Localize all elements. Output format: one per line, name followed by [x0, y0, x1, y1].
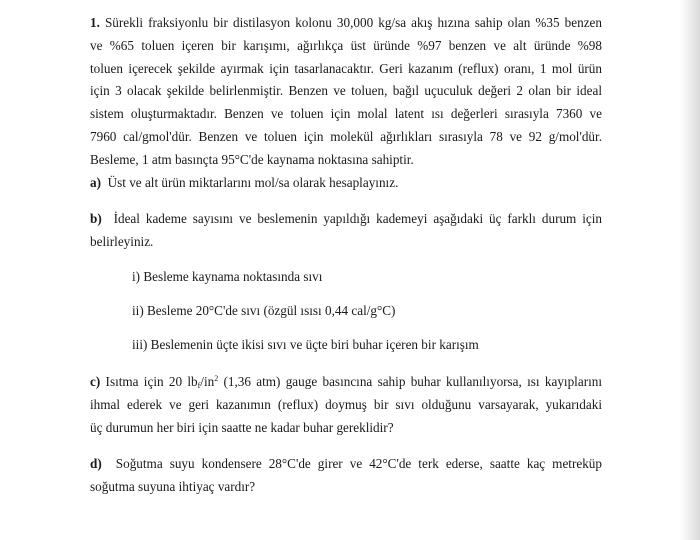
- part-b: [90, 208, 602, 254]
- case-iii: iii) Beslemenin üçte ikisi sıvı ve üçte biri buhar içeren bir karışım: [132, 336, 479, 352]
- part-c-line-2: ihmal ederek ve geri kazanımın (reflux) doymuş bir sıvı olduğunu varsayarak, yukarıdaki: [90, 396, 602, 412]
- part-b-line-2: belirleyiniz.: [90, 234, 154, 250]
- part-a-text: Üst ve alt ürün miktarlarını mol/sa olarak hesaplayınız.: [107, 174, 399, 190]
- part-d-label: d): [90, 456, 102, 472]
- part-d: [90, 453, 602, 499]
- intro-line-5: sistem oluşturmaktadır. Benzen ve toluen için molal latent ısı değerleri sırasıyla 7360 ve: [90, 106, 602, 122]
- part-c-line-1-post: (1,36 atm) gauge basıncına sahip buhar kullanılıyorsa, ısı kayıplarını: [218, 373, 603, 389]
- intro-line-6: 7960 cal/gmol'dür. Benzen ve toluen için molekül ağırlıkları sırasıyla 78 ve 92 g/mol'dür.: [90, 128, 602, 144]
- problem-number: 1.: [90, 15, 100, 30]
- part-c-line-1-pre: Isıtma için 20 lb: [105, 373, 198, 389]
- part-c-line-3: üç durumun her biri için saatte ne kadar buhar gereklidir?: [90, 419, 394, 435]
- case-ii: ii) Besleme 20°C'de sıvı (özgül ısısı 0,44 cal/g°C): [132, 302, 396, 318]
- page-edge-shadow: [680, 0, 700, 540]
- problem-intro: [90, 12, 602, 172]
- part-a: [90, 172, 602, 195]
- part-c-label: c): [90, 373, 101, 389]
- part-c-unit-subscript: f: [197, 380, 201, 390]
- intro-line-3: toluen içerecek şekilde ayırmak için tasarlanacaktır. Geri kazanım (reflux) oranı, 1 mol ürün: [90, 60, 602, 76]
- part-c: [90, 371, 602, 439]
- part-b-label: b): [90, 211, 102, 227]
- intro-line-2: ve %65 toluen içeren bir karışımı, ağırlıkça üst üründe %97 benzen ve alt üründe %98: [90, 37, 602, 53]
- problem-document: [90, 12, 602, 499]
- part-d-line-1: Soğutma suyu kondensere 28°C'de girer ve 42°C'de terk ederse, saatte kaç metreküp: [115, 456, 602, 472]
- part-c-line-1-mid: /in: [200, 373, 215, 389]
- intro-line-4: için 3 olacak şekilde belirlenmiştir. Benzen ve toluen, bağıl uçuculuk değeri 2 olan bir ideal: [90, 83, 602, 99]
- case-i: i) Besleme kaynama noktasında sıvı: [132, 268, 323, 284]
- intro-line-7: Besleme, 1 atm basınçta 95°C'de kaynama noktasına sahiptir.: [90, 151, 414, 167]
- part-b-line-1: İdeal kademe sayısını ve beslemenin yapıldığı kademeyi aşağıdaki üç farklı durum için: [113, 211, 602, 227]
- part-d-line-2: soğutma suyuna ihtiyaç vardır?: [90, 479, 256, 495]
- intro-line-1: Sürekli fraksiyonlu bir distilasyon kolonu 30,000 kg/sa akış hızına sahip olan %35 benzen: [104, 15, 603, 30]
- part-a-label: a): [90, 174, 101, 190]
- part-c-unit-superscript: 2: [214, 373, 219, 383]
